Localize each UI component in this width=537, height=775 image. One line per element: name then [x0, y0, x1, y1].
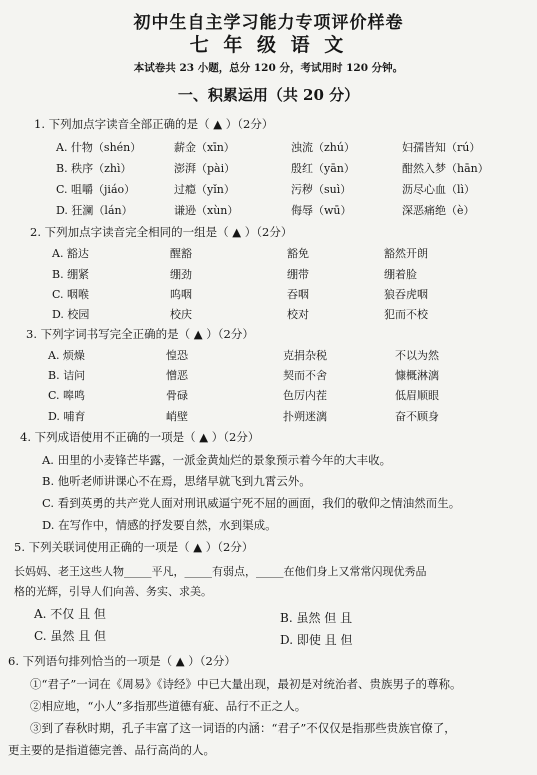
q2-d-1: D. 校园	[52, 308, 90, 321]
q1-c-4: 沥尽心血（lì）	[402, 183, 476, 196]
q3-c-3: 色厉内茬	[283, 389, 327, 402]
q3-b-4: 慷概淋漓	[395, 369, 439, 382]
q1-c-2: 过瘾（yǐn）	[174, 183, 235, 196]
q3-a-4: 不以为然	[395, 349, 439, 362]
q3-d-1: D. 哺育	[48, 410, 86, 423]
q2-a-2: 醒豁	[170, 247, 192, 260]
q1-a-4: 妇孺皆知（rú）	[402, 141, 481, 154]
q1-b-1: B. 秩序（zhì）	[56, 162, 132, 175]
q3-b-1: B. 诘问	[48, 369, 86, 382]
q6-sentence-3: ③到了春秋时期，孔子丰富了这一词语的内涵：“君子”不仅仅是指那些贵族官僚了，	[30, 721, 456, 735]
q2-c-4: 狼吞虎咽	[384, 288, 428, 301]
q6-sentence-3-cont: 更主要的是指道德完善、品行高尚的人。	[8, 743, 215, 757]
question-3-stem: 3. 下列字词书写完全正确的是（ ▲ ）（2分）	[26, 327, 254, 341]
q1-a-1: A. 什物（shén）	[56, 141, 142, 154]
q3-b-2: 憎恶	[166, 369, 188, 382]
question-1-stem: 1. 下列加点字读音全部正确的是（ ▲ ）（2分）	[34, 117, 274, 131]
q3-c-4: 低眉顺眼	[395, 389, 439, 402]
q3-a-2: 惶恐	[166, 349, 188, 362]
q2-d-3: 校对	[287, 308, 309, 321]
exam-note: 本试卷共 23 小题，总分 120 分，考试用时 120 分钟。	[133, 62, 404, 74]
q1-a-3: 浊流（zhú）	[291, 141, 355, 154]
q1-d-3: 侮辱（wū）	[291, 204, 352, 217]
q1-c-3: 污秽（suì）	[291, 183, 352, 196]
q5-option-b: B. 虽然 但 且	[280, 611, 353, 625]
q1-d-1: D. 狂澜（lán）	[56, 204, 133, 217]
q2-c-1: C. 咽喉	[52, 288, 90, 301]
q1-a-2: 薪金（xīn）	[174, 141, 235, 154]
q1-b-3: 殷红（yān）	[291, 162, 355, 175]
q3-c-2: 骨碌	[166, 389, 188, 402]
q4-option-a: A. 田里的小麦锋芒毕露，一派金黄灿烂的景象预示着今年的大丰收。	[42, 453, 392, 467]
q2-b-3: 绷带	[287, 268, 309, 281]
section-heading: 一、积累运用（共 20 分）	[177, 86, 360, 104]
q2-c-2: 呜咽	[170, 288, 192, 301]
q6-sentence-2: ②相应地，“小人”多指那些道德有疵、品行不正之人。	[30, 699, 307, 713]
q2-d-2: 校庆	[170, 308, 192, 321]
q5-option-d: D. 即使 且 但	[280, 633, 353, 647]
q1-d-2: 谦逊（xùn）	[174, 204, 239, 217]
question-4-stem: 4. 下列成语使用不正确的一项是（ ▲ ）（2分）	[20, 430, 260, 444]
q2-b-2: 绷劲	[170, 268, 192, 281]
question-6-stem: 6. 下列语句排列恰当的一项是（ ▲ ）（2分）	[8, 654, 236, 668]
q2-a-1: A. 豁达	[52, 247, 89, 260]
q1-b-2: 澎湃（pài）	[174, 162, 236, 175]
exam-subtitle: 七 年 级 语 文	[189, 34, 348, 56]
q5-passage-line-2: 格的光辉，引导人们向善、务实、求美。	[14, 585, 212, 598]
question-5-stem: 5. 下列关联词使用正确的一项是（ ▲ ）（2分）	[14, 540, 254, 554]
q2-a-3: 豁免	[287, 247, 309, 260]
q1-c-1: C. 咀嚼（jiáo）	[56, 183, 136, 196]
q3-a-1: A. 烦燥	[48, 349, 85, 362]
q1-b-4: 酣然入梦（hān）	[402, 162, 489, 175]
q5-option-c: C. 虽然 且 但	[34, 629, 107, 643]
q2-a-4: 豁然开朗	[384, 247, 428, 260]
q2-d-4: 犯而不校	[384, 308, 428, 321]
q2-b-4: 绷着脸	[384, 268, 417, 281]
q4-option-b: B. 他听老师讲课心不在焉，思绪早就飞到九霄云外。	[42, 474, 311, 488]
q1-d-4: 深恶痛绝（è）	[402, 204, 475, 217]
q3-c-1: C. 嗥鸣	[48, 389, 86, 402]
q3-d-2: 峭壁	[166, 410, 188, 423]
q2-b-1: B. 绷紧	[52, 268, 90, 281]
q3-a-3: 克捐杂税	[283, 349, 327, 362]
q4-option-d: D. 在写作中，情感的抒发要自然，水到渠成。	[42, 518, 277, 532]
q3-b-3: 契而不舍	[283, 369, 327, 382]
question-2-stem: 2. 下列加点字读音完全相同的一组是（ ▲ ）（2分）	[30, 225, 293, 239]
q5-option-a: A. 不仅 且 但	[34, 607, 106, 621]
exam-title: 初中生自主学习能力专项评价样卷	[133, 13, 404, 33]
q6-sentence-1: ①“君子”一词在《周易》《诗经》中已大量出现，最初是对统治者、贵族男子的尊称。	[30, 677, 462, 691]
q5-passage-line-1: 长妈妈、老王这些人物_____平凡，_____有弱点，_____在他们身上又常常闪现优秀品	[14, 565, 427, 578]
q2-c-3: 吞咽	[287, 288, 309, 301]
q4-option-c: C. 看到英勇的共产党人面对刑讯威逼宁死不屈的画面，我们的敬仰之情油然而生。	[42, 496, 461, 510]
q3-d-3: 扑朔迷漓	[283, 410, 327, 423]
q3-d-4: 奋不顾身	[395, 410, 439, 423]
